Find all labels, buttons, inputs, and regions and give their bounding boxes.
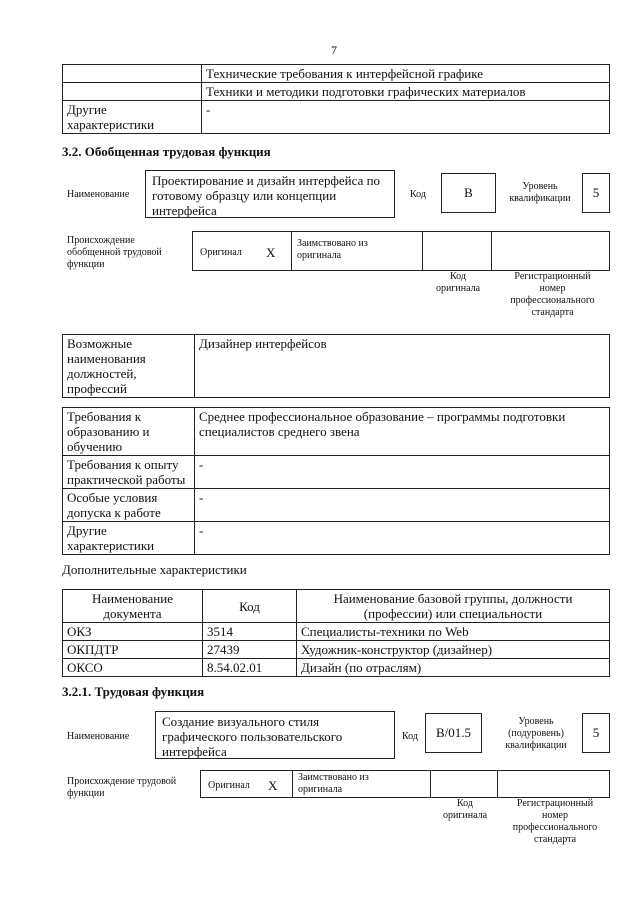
top-row-label (63, 65, 202, 83)
reg-number-caption: Регистрационный номер профессионального стандарта (510, 271, 595, 318)
top-row-value: Техники и методики подготовки графических материалов (202, 83, 610, 101)
table-cell: Специалисты-техники по Web (297, 623, 610, 641)
level-value-box: 5 (582, 713, 610, 753)
table-cell: ОКСО (63, 659, 203, 677)
additional-header: Код (203, 590, 297, 623)
requirement-value: - (195, 489, 610, 522)
original-mark: X (268, 778, 278, 793)
table-cell: 27439 (203, 641, 297, 659)
table-cell: 3514 (203, 623, 297, 641)
name-value-box: Создание визуального стиля графического пользовательского интерфейса (155, 711, 395, 759)
name-label: Наименование (67, 189, 130, 200)
original-label: Оригинал (208, 780, 250, 791)
code-label: Код (402, 731, 418, 742)
original-mark: X (266, 245, 276, 260)
requirement-label: Особые условия допуска к работе (63, 489, 195, 522)
borrowed-label: Заимствовано из оригинала (297, 238, 368, 261)
section-321-heading: 3.2.1. Трудовая функция (62, 684, 205, 699)
level-label: Уровень (подуровень) квалификации (505, 716, 567, 751)
reg-number-caption: Регистрационный номер профессионального стандарта (512, 798, 598, 845)
page-number: 7 (331, 43, 337, 57)
top-table (62, 64, 610, 134)
requirement-label: Требования к опыту практической работы (63, 456, 195, 489)
level-value-box: 5 (582, 173, 610, 213)
positions-label: Возможные наименования должностей, профессий (63, 335, 195, 398)
table-cell: ОКЗ (63, 623, 203, 641)
code-value-box: B/01.5 (425, 713, 482, 753)
top-row-value: Технические требования к интерфейсной графике (202, 65, 610, 83)
code-original-caption: Код оригинала (442, 798, 488, 821)
positions-table (62, 334, 610, 398)
section-32-heading: 3.2. Обобщенная трудовая функция (62, 144, 271, 159)
requirement-value: - (195, 456, 610, 489)
origin-box (200, 770, 610, 798)
level-label: Уровень квалификации (509, 181, 571, 204)
requirement-label: Требования к образованию и обучению (63, 408, 195, 456)
original-label: Оригинал (200, 247, 242, 258)
origin-label: Происхождение трудовой функции (67, 776, 177, 799)
name-value-box: Проектирование и дизайн интерфейса по готовому образцу или концепции интерфейса (145, 170, 395, 218)
requirement-label: Другие характеристики (63, 522, 195, 555)
table-cell: 8.54.02.01 (203, 659, 297, 677)
positions-value: Дизайнер интерфейсов (195, 335, 610, 398)
table-cell: Художник-конструктор (дизайнер) (297, 641, 610, 659)
requirement-value: Среднее профессиональное образование – программы подготовки специалистов среднего звена (195, 408, 610, 456)
borrowed-label: Заимствовано из оригинала (298, 772, 369, 795)
top-row-label (63, 83, 202, 101)
additional-header: Наименование документа (63, 590, 203, 623)
code-original-caption: Код оригинала (435, 271, 481, 294)
requirements-table (62, 407, 610, 555)
additional-table (62, 589, 610, 677)
origin-label: Происхождение обобщенной трудовой функции (67, 235, 162, 270)
requirement-value: - (195, 522, 610, 555)
name-label: Наименование (67, 731, 130, 742)
additional-header: Наименование базовой группы, должности (профессии) или специальности (297, 590, 610, 623)
code-label: Код (410, 189, 426, 200)
top-row-value: - (202, 101, 610, 134)
additional-heading: Дополнительные характеристики (62, 562, 247, 577)
top-row-label: Другие характеристики (63, 101, 202, 134)
origin-box (192, 231, 610, 271)
table-cell: ОКПДТР (63, 641, 203, 659)
table-cell: Дизайн (по отраслям) (297, 659, 610, 677)
code-value-box: B (441, 173, 496, 213)
